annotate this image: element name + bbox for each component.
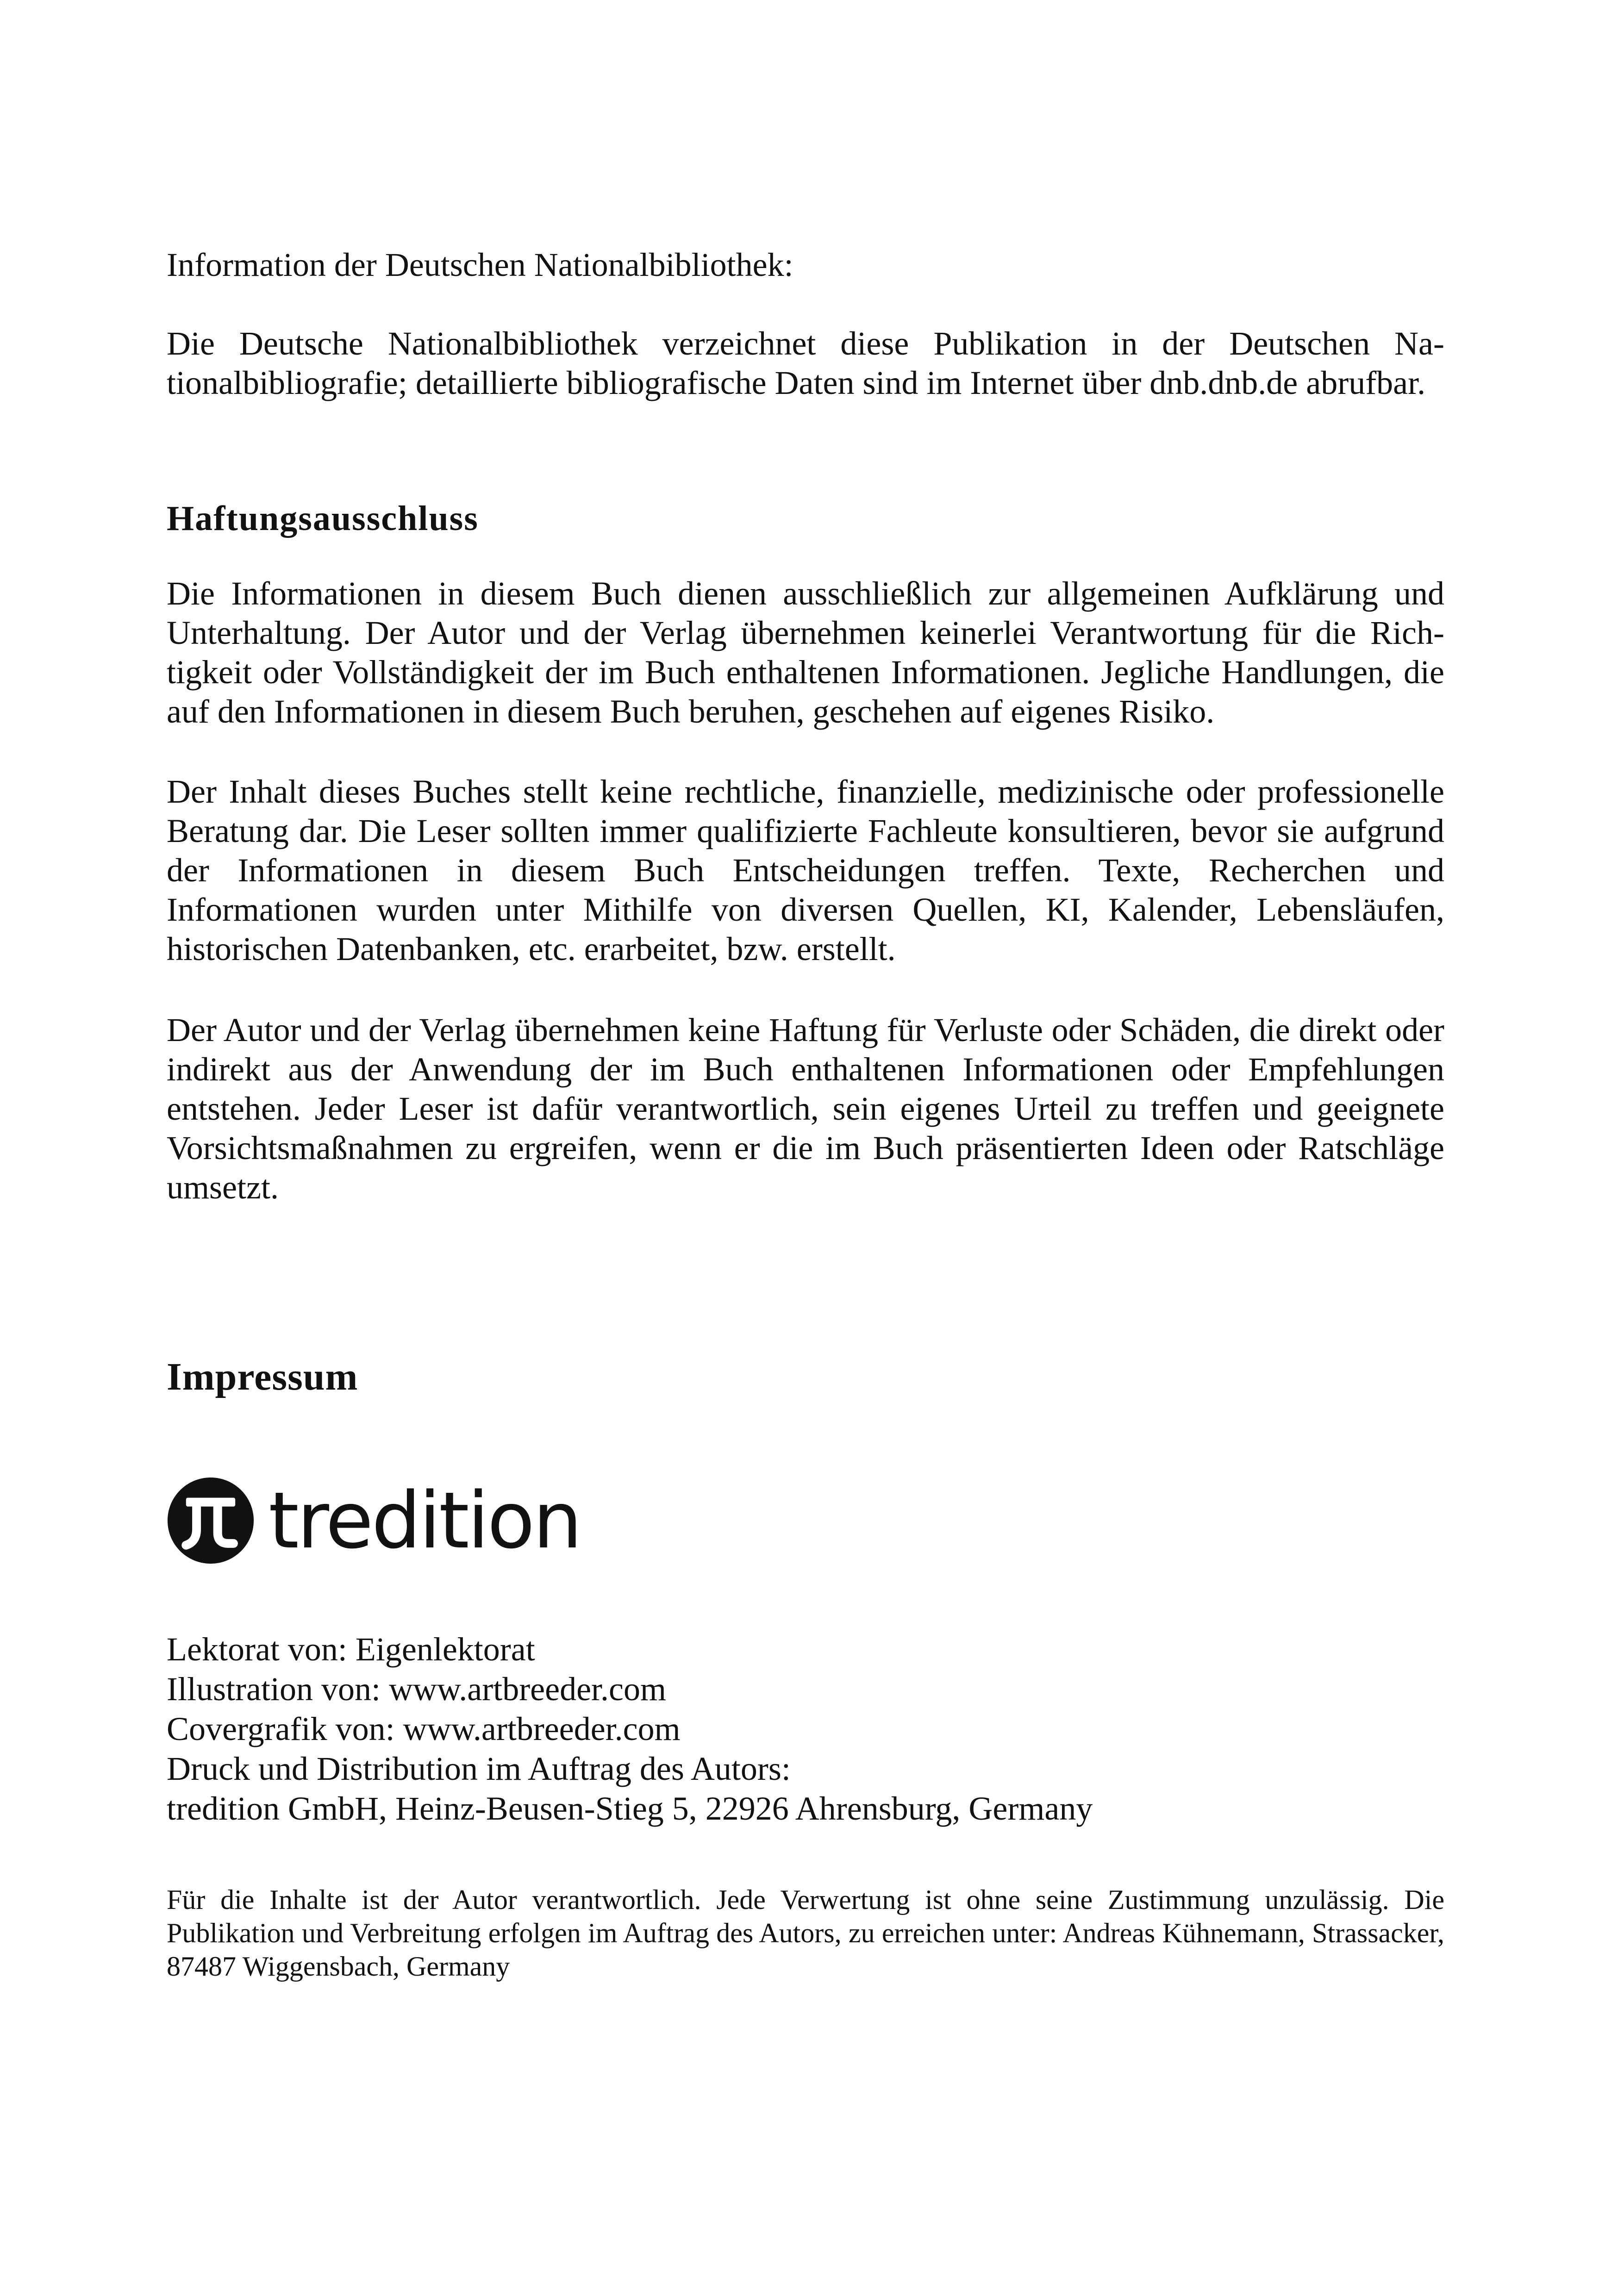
disclaimer-paragraph-2: Der Inhalt dieses Buches stellt keine rechtliche, finanzielle, medizinische oder professionelle Beratung dar. Die Leser sollten immer qualifizierte Fachleute konsultieren, bevor sie aufgrund der Informationen in diesem Buch Entscheidungen treffen. Texte, Recherchen und Informationen wurden unter Mithilfe von diversen Quellen, KI, Kalender, Lebensläufen, historischen Datenbanken, etc. erarbeitet, bzw. erstellt. — [167, 773, 1444, 967]
disclaimer-paragraph-3: Der Autor und der Verlag übernehmen keine Haftung für Verluste oder Schäden, die direkt oder indirekt aus der Anwendung der im Buch enthaltenen Informationen oder Empfehlungen entstehen. Jeder Leser ist dafür verantwortlich, sein eigenes Urteil zu treffen und geeignete Vorsichtsmaßnahmen zu ergreifen, wenn er die im Buch präsentierten Ideen oder Ratschläge umsetzt. — [167, 1011, 1444, 1206]
imprint-line-lektorat: Lektorat von: Eigenlektorat — [167, 1631, 535, 1668]
imprint-line-illustration: Illustration von: www.artbreeder.com — [167, 1671, 667, 1708]
dnb-heading: Information der Deutschen Nationalbibliothek: — [167, 246, 793, 283]
dnb-text: Die Deutsche Nationalbibliothek verzeichnet diese Publikation in der Deutschen Nationalbibliografie; detaillierte bibliografische Daten sind im Internet über dnb.dnb.de abrufbar. — [167, 325, 1444, 401]
disclaimer-paragraph-1: Die Informationen in diesem Buch dienen ausschließlich zur allgemeinen Aufklärung und Unterhaltung. Der Autor und der Verlag übernehmen keinerlei Verantwortung für die Richtigkeit oder Vollständigkeit der im Buch enthaltenen Informationen. Jegliche Handlungen, die auf den Informationen in diesem Buch beruhen, geschehen auf eigenes Risiko. — [167, 575, 1444, 730]
impressum-heading: Impressum — [167, 1355, 358, 1398]
disclaimer-heading: Haftungsausschluss — [167, 499, 479, 538]
tredition-logo-text: tredition — [269, 1475, 581, 1566]
imprint-line-druck: Druck und Distribution im Auftrag des Autors: — [167, 1750, 791, 1787]
tredition-logo-icon — [167, 1477, 255, 1565]
imprint-line-covergrafik: Covergrafik von: www.artbreeder.com — [167, 1710, 681, 1747]
legal-notice: Für die Inhalte ist der Autor verantwortlich. Jede Verwertung ist ohne seine Zustimmung unzulässig. Die Publikation und Verbreitung erfolgen im Auftrag des Autors, zu erreichen unter: Andreas Kühnemann, Strassacker, 87487 Wiggensbach, Germany — [167, 1884, 1444, 1982]
tredition-logo — [167, 1474, 581, 1567]
imprint-line-publisher-address: tredition GmbH, Heinz-Beusen-Stieg 5, 22926 Ahrensburg, Germany — [167, 1790, 1093, 1827]
imprint-details — [167, 1629, 1444, 1828]
